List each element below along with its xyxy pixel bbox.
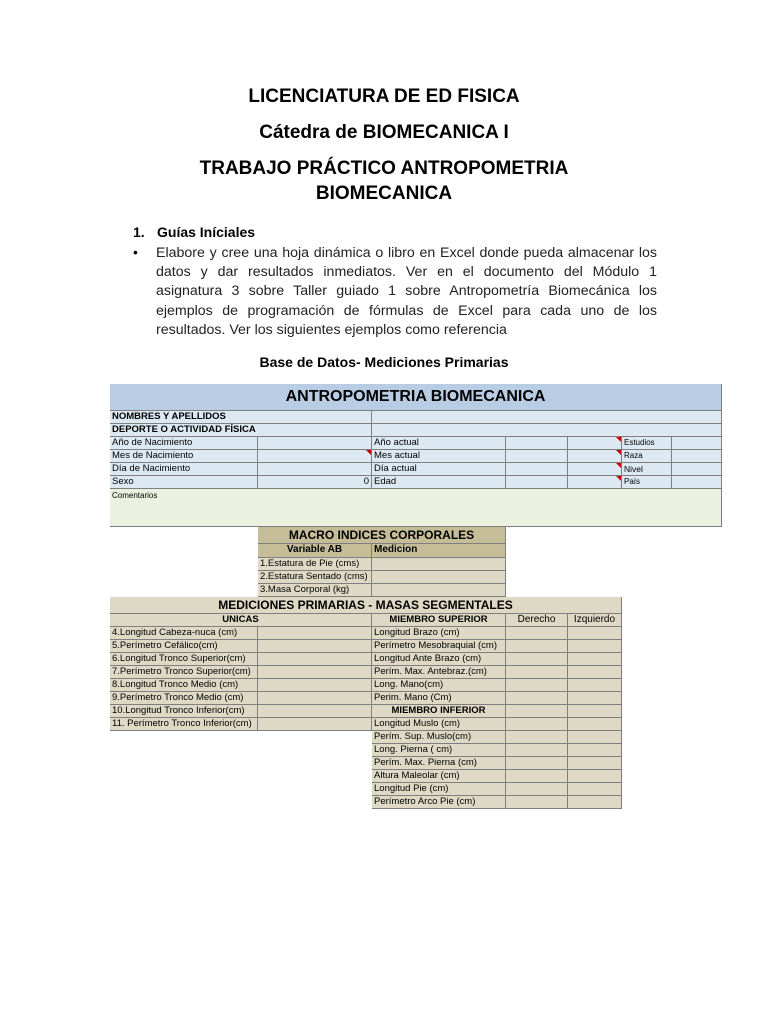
- miembro-row-label: Perímetro Arco Pie (cm): [372, 796, 506, 809]
- miembro-row-label: Perím. Sup. Muslo(cm): [372, 731, 506, 744]
- miembro-row-derecho[interactable]: [506, 653, 568, 666]
- miembro-row-label: Perím. Max. Antebraz.(cm): [372, 666, 506, 679]
- mes-act-extra-cell[interactable]: [568, 450, 622, 463]
- miembro-row-izquierdo[interactable]: [568, 627, 622, 640]
- pais-cell[interactable]: [672, 476, 722, 489]
- miembro-row-derecho[interactable]: [506, 692, 568, 705]
- unicas-header: UNICAS: [110, 614, 372, 627]
- macro-row-label: 3.Masa Corporal (kg): [258, 584, 372, 597]
- section-heading: [133, 224, 255, 240]
- miembro-row-label: Altura Maleolar (cm): [372, 770, 506, 783]
- macro-medicion-header: Medicion: [372, 544, 506, 558]
- miembro-row-izquierdo[interactable]: [568, 692, 622, 705]
- bullet-marker: •: [133, 244, 138, 260]
- miembro-row-label: Long. Pierna ( cm): [372, 744, 506, 757]
- miembro-row-izquierdo[interactable]: [568, 679, 622, 692]
- miembro-inferior-header: MIEMBRO INFERIOR: [372, 705, 506, 718]
- miembro-row-label: Longitud Pie (cm): [372, 783, 506, 796]
- pais-label: País: [622, 476, 672, 489]
- anio-nac-cell[interactable]: [258, 437, 372, 450]
- miembro-row-derecho[interactable]: [506, 666, 568, 679]
- primarias-title: MEDICIONES PRIMARIAS - MASAS SEGMENTALES: [110, 597, 622, 614]
- macro-row-value[interactable]: [372, 571, 506, 584]
- miembro-row-derecho[interactable]: [506, 783, 568, 796]
- miembro-row-izquierdo[interactable]: [568, 770, 622, 783]
- unicas-row-label: 9.Perímetro Tronco Medio (cm): [110, 692, 258, 705]
- comentarios-cell[interactable]: Comentarios: [110, 489, 722, 527]
- unicas-row-value[interactable]: [258, 718, 372, 731]
- miembro-row-derecho[interactable]: [506, 718, 568, 731]
- unicas-row-label: 10.Longitud Tronco Inferior(cm): [110, 705, 258, 718]
- miembro-superior-header: MIEMBRO SUPERIOR: [372, 614, 506, 627]
- miembro-row-izquierdo[interactable]: [568, 640, 622, 653]
- edad-cell[interactable]: [506, 476, 568, 489]
- mes-act-cell[interactable]: [506, 450, 568, 463]
- macro-row-label: 2.Estatura Sentado (cms): [258, 571, 372, 584]
- macro-row-value[interactable]: [372, 558, 506, 571]
- miembro-row-derecho[interactable]: [506, 744, 568, 757]
- instructions-paragraph: Elabore y cree una hoja dinámica o libro en Excel donde pueda almacenar los datos y dar resultados inmediatos. Ver en el documento del Módulo 1 asignatura 3 sobre Taller guiado 1 sobre Antropometría Biomecánica los ejemplos de programación de fórmulas de Excel para cada uno de los resultados. Ver los siguientes ejemplos como referencia: [156, 245, 657, 338]
- raza-cell[interactable]: [672, 450, 722, 463]
- miembro-row-izquierdo[interactable]: [568, 783, 622, 796]
- assignment-title-line2: BIOMECANICA: [315, 183, 453, 204]
- miembro-row-derecho[interactable]: [506, 627, 568, 640]
- dia-act-extra-cell[interactable]: [568, 463, 622, 476]
- dia-act-label: Día actual: [372, 463, 506, 476]
- raza-label: Raza: [622, 450, 672, 463]
- miembro-row-derecho[interactable]: [506, 679, 568, 692]
- miembro-row-label: Perim. Mano (Cm): [372, 692, 506, 705]
- deporte-cell[interactable]: [372, 424, 722, 437]
- miembro-row-izquierdo[interactable]: [568, 666, 622, 679]
- miembro-row-derecho[interactable]: [506, 796, 568, 809]
- unicas-row-value[interactable]: [258, 679, 372, 692]
- macro-title: MACRO INDICES CORPORALES: [258, 527, 506, 544]
- inferior-header-derecho: [506, 705, 568, 718]
- miembro-row-derecho[interactable]: [506, 640, 568, 653]
- section-number: 1.: [133, 224, 145, 240]
- nombres-label: NOMBRES Y APELLIDOS: [110, 411, 372, 424]
- miembro-row-label: Longitud Brazo (cm): [372, 627, 506, 640]
- unicas-row-label: 8.Longitud Tronco Medio (cm): [110, 679, 258, 692]
- miembro-row-label: Longitud Ante Brazo (cm): [372, 653, 506, 666]
- course-title: Cátedra de BIOMECANICA I: [259, 122, 509, 143]
- estudios-cell[interactable]: [672, 437, 722, 450]
- izquierdo-header: Izquierdo: [568, 614, 622, 627]
- anio-nac-label: Año de Nacimiento: [110, 437, 258, 450]
- edad-label: Edad: [372, 476, 506, 489]
- unicas-row-value[interactable]: [258, 692, 372, 705]
- table-caption: Base de Datos- Mediciones Primarias: [259, 354, 509, 370]
- miembro-row-label: Perím. Max. Pierna (cm): [372, 757, 506, 770]
- macro-variable-header: Variable AB: [258, 544, 372, 558]
- mes-nac-cell[interactable]: [258, 450, 372, 463]
- unicas-row-label: 11. Perímetro Tronco Inferior(cm): [110, 718, 258, 731]
- anio-act-extra-cell[interactable]: [568, 437, 622, 450]
- miembro-row-izquierdo[interactable]: [568, 731, 622, 744]
- dia-act-cell[interactable]: [506, 463, 568, 476]
- dia-nac-label: Día de Nacimiento: [110, 463, 258, 476]
- miembro-row-izquierdo[interactable]: [568, 796, 622, 809]
- miembro-row-izquierdo[interactable]: [568, 653, 622, 666]
- edad-extra-cell[interactable]: [568, 476, 622, 489]
- document-header: [0, 84, 768, 207]
- miembro-row-derecho[interactable]: [506, 731, 568, 744]
- nivel-cell[interactable]: [672, 463, 722, 476]
- estudios-label: Estudios: [622, 437, 672, 450]
- mes-act-label: Mes actual: [372, 450, 506, 463]
- deporte-label: DEPORTE O ACTIVIDAD FÍSICA: [110, 424, 372, 437]
- unicas-row-value[interactable]: [258, 705, 372, 718]
- derecho-header: Derecho: [506, 614, 568, 627]
- unicas-row-value[interactable]: [258, 627, 372, 640]
- nombres-cell[interactable]: [372, 411, 722, 424]
- unicas-row-value[interactable]: [258, 640, 372, 653]
- mes-nac-label: Mes de Nacimiento: [110, 450, 258, 463]
- miembro-row-derecho[interactable]: [506, 757, 568, 770]
- unicas-row-label: 7.Perímetro Tronco Superior(cm): [110, 666, 258, 679]
- sexo-label: Sexo: [110, 476, 258, 489]
- unicas-row-label: 6.Longitud Tronco Superior(cm): [110, 653, 258, 666]
- spreadsheet: [110, 384, 722, 808]
- nivel-label: Nivel: [622, 463, 672, 476]
- miembro-row-label: Perímetro Mesobraquial (cm): [372, 640, 506, 653]
- miembro-row-label: Long. Mano(cm): [372, 679, 506, 692]
- miembro-row-izquierdo[interactable]: [568, 744, 622, 757]
- unicas-row-value[interactable]: [258, 666, 372, 679]
- miembro-row-izquierdo[interactable]: [568, 718, 622, 731]
- macro-row-label: 1.Estatura de Pie (cms): [258, 558, 372, 571]
- miembro-row-label: Longitud Muslo (cm): [372, 718, 506, 731]
- macro-row-value[interactable]: [372, 584, 506, 597]
- unicas-row-label: 4.Longitud Cabeza-nuca (cm): [110, 627, 258, 640]
- anio-act-label: Año actual: [372, 437, 506, 450]
- unicas-row-label: 5.Perímetro Cefálico(cm): [110, 640, 258, 653]
- sexo-cell[interactable]: 0: [258, 476, 372, 489]
- degree-title: LICENCIATURA DE ED FISICA: [248, 86, 520, 107]
- assignment-title-line1: TRABAJO PRÁCTICO ANTROPOMETRIA: [199, 158, 569, 179]
- miembro-row-derecho[interactable]: [506, 770, 568, 783]
- dia-nac-cell[interactable]: [258, 463, 372, 476]
- section-title: Guías Iníciales: [157, 224, 256, 240]
- unicas-row-value[interactable]: [258, 653, 372, 666]
- miembro-row-izquierdo[interactable]: [568, 757, 622, 770]
- anio-act-cell[interactable]: [506, 437, 568, 450]
- sheet-title: ANTROPOMETRIA BIOMECANICA: [110, 384, 722, 411]
- inferior-header-izquierdo: [568, 705, 622, 718]
